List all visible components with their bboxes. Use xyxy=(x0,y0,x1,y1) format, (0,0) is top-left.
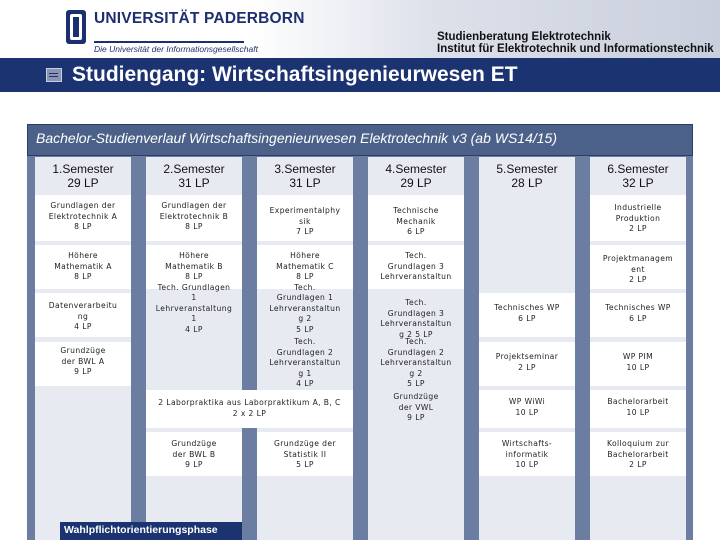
course-projektmanagement: Projektmanagem ent 2 LP xyxy=(602,254,674,284)
department-line-1: Studienberatung Elektrotechnik xyxy=(437,31,611,43)
course-wp-pim: WP PIM 10 LP xyxy=(622,352,654,372)
department-line-2: Institut für Elektrotechnik und Informationstechnik xyxy=(437,43,714,55)
course-laborpraktika: 2 Laborpraktika aus Laborpraktikum A, B, C 2 x 2 LP xyxy=(158,398,341,418)
department-info xyxy=(437,31,714,55)
semester-name: 6.Semester xyxy=(607,162,669,176)
page-title: Studiengang: Wirtschaftsingenieurwesen ET xyxy=(72,63,518,86)
course-grundzuege-vwl: Grundzüge der VWL 9 LP xyxy=(393,392,439,422)
course-industrielle-produktion: Industrielle Produktion 2 LP xyxy=(614,203,662,233)
semester-name: 2.Semester xyxy=(163,162,225,176)
course-technisches-wp-6: Technisches WP 6 LP xyxy=(605,303,671,323)
semester-credits: 28 LP xyxy=(511,176,543,190)
list-icon xyxy=(46,68,62,82)
semester-credits: 32 LP xyxy=(622,176,654,190)
semester-heading-5 xyxy=(590,162,686,190)
course-bachelorarbeit: Bachelorarbeit 10 LP xyxy=(607,397,669,417)
semester-credits: 31 LP xyxy=(178,176,210,190)
semester-heading-4 xyxy=(368,162,464,190)
course-grundlagen-et-a: Grundlagen der Elektrotechnik A 8 LP xyxy=(48,201,118,231)
course-tech-grundlagen-3-lv1: Tech. Grundlagen 3 Lehrveranstaltun xyxy=(380,251,452,281)
course-hoehere-mathematik-c: Höhere Mathematik C 8 LP Tech. Grundlagen 1 Lehrveranstaltun g 2 5 LP xyxy=(269,251,341,334)
course-technisches-wp-5: Technisches WP 6 LP xyxy=(494,303,560,323)
semester-credits: 31 LP xyxy=(289,176,321,190)
semester-name: 1.Semester xyxy=(52,162,114,176)
semester-name: 5.Semester xyxy=(496,162,558,176)
semester-credits: 29 LP xyxy=(400,176,432,190)
course-experimentalphysik: Experimentalphy sik 7 LP xyxy=(269,206,341,236)
course-grundzuege-bwl-b: Grundzüge der BWL B 9 LP xyxy=(171,439,217,469)
course-projektseminar: Projektseminar 2 LP xyxy=(495,352,559,372)
course-wp-wiwi: WP WiWi 10 LP xyxy=(508,397,546,417)
course-hoehere-mathematik-b: Höhere Mathematik B 8 LP Tech. Grundlagen 1 Lehrveranstaltung 1 4 LP xyxy=(155,251,233,334)
course-tech-grundlagen-2-lv1: Tech. Grundlagen 2 Lehrveranstaltun g 1 4 LP xyxy=(269,337,341,388)
course-hoehere-mathematik-a: Höhere Mathematik A 8 LP xyxy=(54,251,112,281)
study-plan-header xyxy=(27,124,693,156)
study-plan-title: Bachelor-Studienverlauf Wirtschaftsingenieurwesen Elektrotechnik v3 (ab WS14/15) xyxy=(36,130,557,146)
course-kolloquium: Kolloquium zur Bachelorarbeit 2 LP xyxy=(606,439,669,469)
semester-name: 3.Semester xyxy=(274,162,336,176)
semester-heading-3 xyxy=(257,162,353,190)
semester-name: 4.Semester xyxy=(385,162,447,176)
course-grundzuege-bwl-a: Grundzüge der BWL A 9 LP xyxy=(60,346,106,376)
course-grundlagen-et-b: Grundlagen der Elektrotechnik B 8 LP xyxy=(159,201,229,231)
university-tagline: Die Universität der Informationsgesellschaft xyxy=(94,44,258,54)
course-wirtschaftsinformatik: Wirtschafts- informatik 10 LP xyxy=(501,439,553,469)
semester-heading-2 xyxy=(146,162,242,190)
course-technische-mechanik: Technische Mechanik 6 LP xyxy=(393,206,439,236)
university-logo xyxy=(60,6,305,54)
course-datenverarbeitung: Datenverarbeitu ng 4 LP xyxy=(48,301,118,331)
university-seal-icon xyxy=(64,8,88,48)
university-name: UNIVERSITÄT PADERBORN xyxy=(94,10,305,27)
logo-divider xyxy=(94,41,244,43)
course-statistik-ii: Grundzüge der Statistik II 5 LP xyxy=(274,439,336,469)
semester-credits: 29 LP xyxy=(67,176,99,190)
semester-heading-1 xyxy=(35,162,131,190)
course-tech-grundlagen-3-lv2: Tech. Grundlagen 3 Lehrveranstaltun g 2 5 LP xyxy=(380,298,452,339)
course-tech-grundlagen-2-lv2: Tech. Grundlagen 2 Lehrveranstaltun g 2 5 LP xyxy=(380,337,452,388)
elective-phase-label: Wahlpflichtorientierungsphase xyxy=(64,524,218,536)
semester-heading-5 xyxy=(479,162,575,190)
